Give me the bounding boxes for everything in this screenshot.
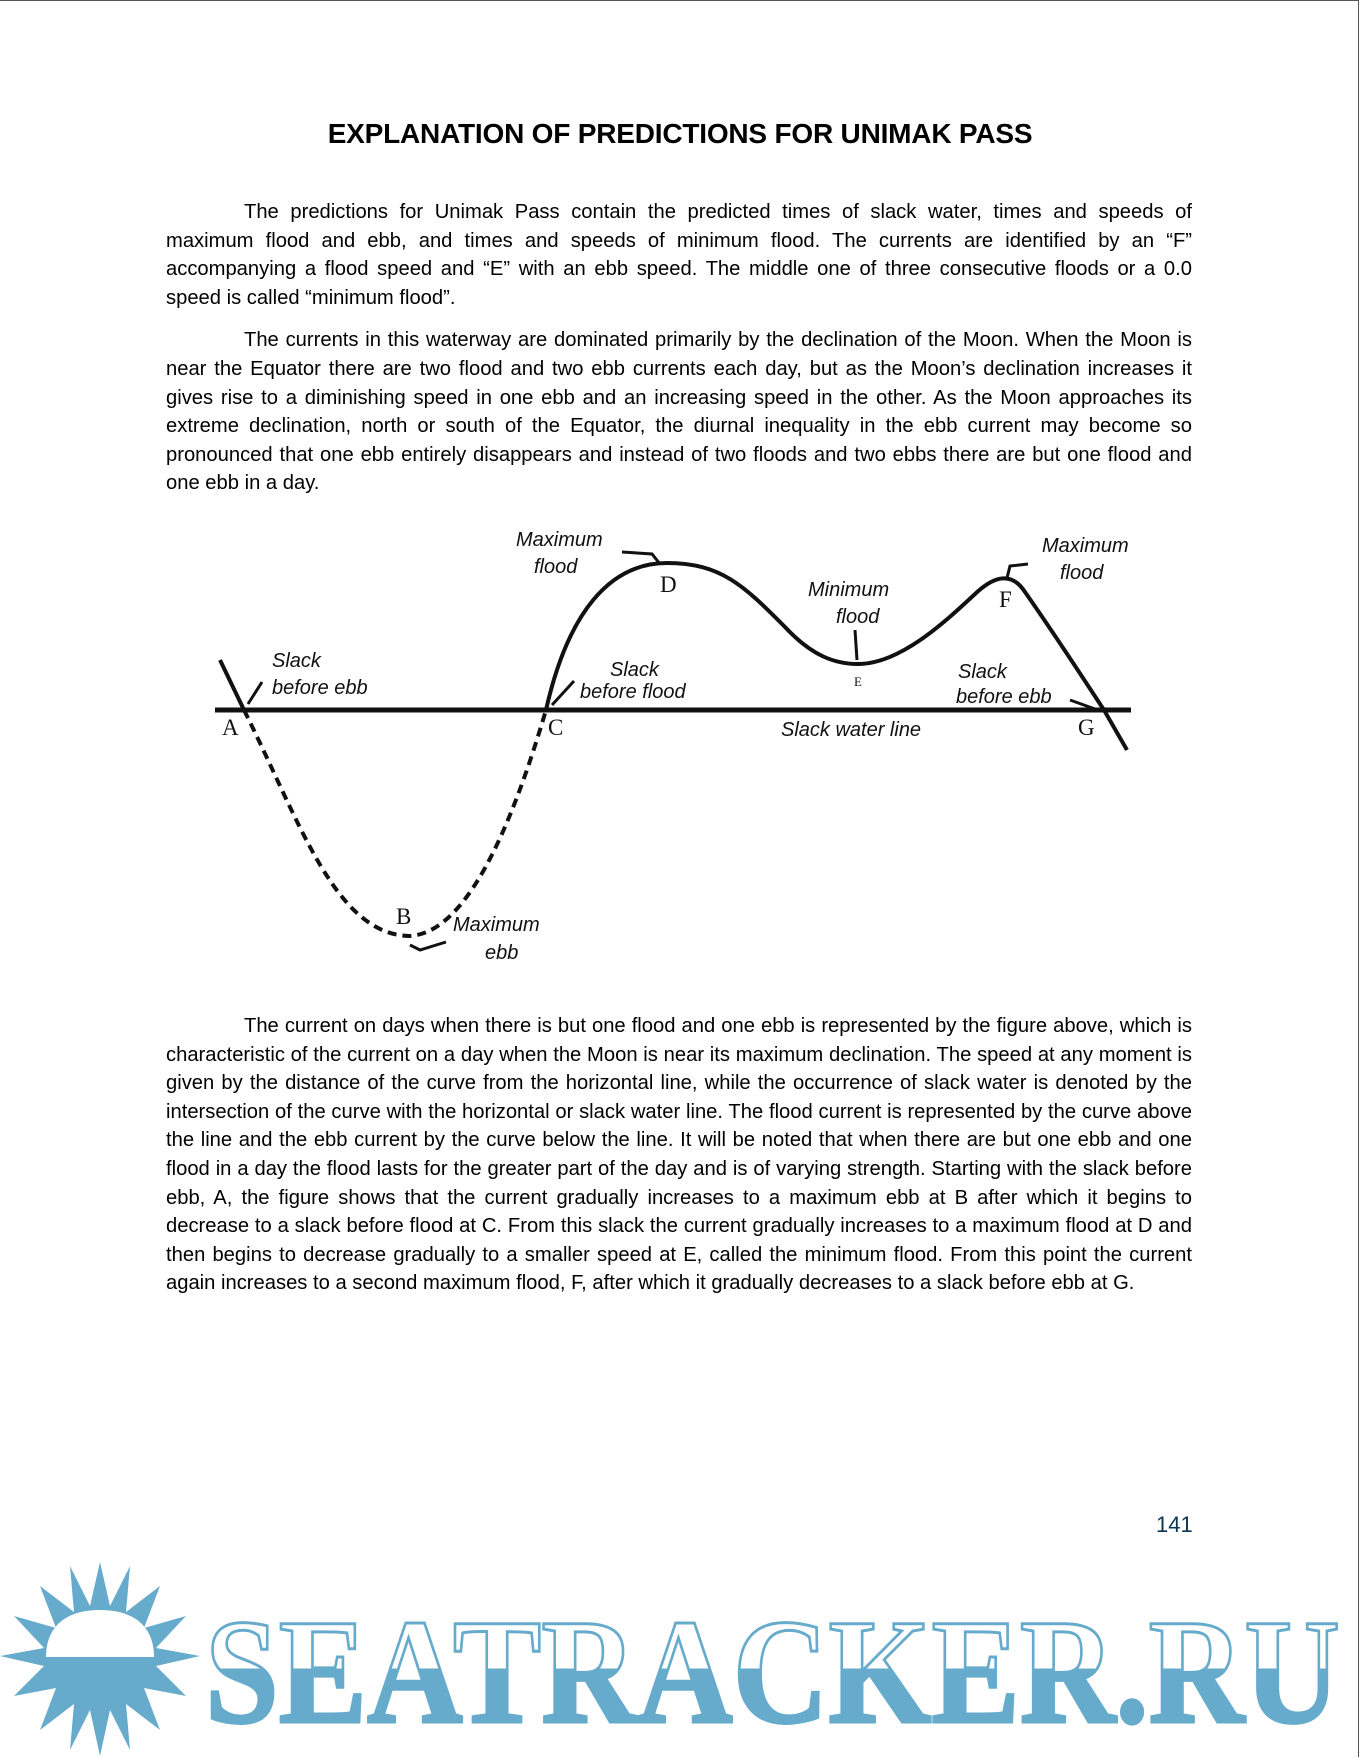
seatracker-watermark bbox=[0, 1550, 1360, 1758]
slack-before-ebb-a-label: before ebb bbox=[272, 676, 368, 699]
slack-water-line-label: Slack water line bbox=[781, 718, 922, 741]
max-flood-f-label: flood bbox=[1060, 561, 1104, 584]
max-flood-d-label: Maximum bbox=[516, 528, 603, 551]
paragraph-figure-explanation: The current on days when there is but one flood and one ebb is represented by the figure above, which is characteristic of the current on a day when the Moon is near its maximum declination. The speed at any moment is given by the distance of the curve from the horizontal line, while the occurrence of slack water is denoted by the intersection of the curve with the horizontal or slack water line. The flood current is represented by the curve above the line and the ebb current by the curve below the line. It will be noted that when there are but one ebb and one flood in a day the flood lasts for the greater part of the day and is of varying strength. Starting with the slack before ebb, A, the figure shows that the current gradually increases to a maximum ebb at B after which it begins to decrease to a slack before flood at C. From this slack the current gradually increases to a maximum flood at D and then begins to decrease gradually to a smaller speed at E, called the minimum flood. From this point the current again increases to a second maximum flood, F, after which it gradually decreases to a slack before ebb at G. bbox=[166, 1014, 1192, 1295]
point-g-label: G bbox=[1078, 714, 1095, 740]
min-flood-label: Minimum bbox=[808, 578, 890, 601]
ebb-curve bbox=[244, 710, 546, 936]
point-c-label: C bbox=[548, 714, 564, 740]
current-curve-diagram bbox=[0, 512, 1360, 982]
paragraph-declination: The currents in this waterway are dominated primarily by the declination of the Moon. When the Moon is near the Equator there are two flood and two ebb currents each day, but as the Moon’s declination increases it gives rise to a diminishing speed in one ebb and an increasing speed in the other. As the Moon approaches its extreme declination, north or south of the Equator, the diurnal inequality in the ebb current may become so pronounced that one ebb entirely disappears and instead of two floods and two ebbs there are but one flood and one ebb in a day. bbox=[166, 329, 1192, 495]
point-a-label: A bbox=[222, 714, 239, 740]
slack-before-ebb-g-label: before ebb bbox=[956, 685, 1052, 708]
leader-lines bbox=[248, 552, 1095, 950]
slack-before-flood-label: Slack bbox=[610, 658, 659, 681]
point-b-label: B bbox=[396, 903, 412, 929]
min-flood-label: flood bbox=[836, 605, 880, 628]
sun-logo-icon bbox=[0, 1562, 200, 1756]
max-ebb-label: ebb bbox=[485, 941, 519, 964]
page-number: 141 bbox=[1156, 1512, 1193, 1537]
slack-before-ebb-g-label: Slack bbox=[958, 660, 1007, 683]
point-f-label: F bbox=[999, 586, 1012, 612]
slack-before-ebb-a-label: Slack bbox=[272, 649, 321, 672]
max-flood-d-label: flood bbox=[534, 555, 578, 578]
max-ebb-label: Maximum bbox=[453, 913, 540, 936]
paragraph-intro: The predictions for Unimak Pass contain the predicted times of slack water, times and speeds of maximum flood and ebb, and times and speeds of minimum flood. The currents are identified by an “F” accompanying a flood speed and “E” with an ebb speed. The middle one of three consecutive floods or a 0.0 speed is called “minimum flood”. bbox=[166, 201, 1192, 309]
max-flood-f-label: Maximum bbox=[1042, 534, 1129, 557]
point-e-label: E bbox=[854, 673, 862, 689]
page-title: EXPLANATION OF PREDICTIONS FOR UNIMAK PASS bbox=[327, 118, 1033, 149]
watermark-text: SEATRACKER.RU bbox=[205, 1589, 1340, 1755]
slack-before-flood-label: before flood bbox=[580, 680, 686, 703]
point-d-label: D bbox=[660, 571, 677, 597]
page-body bbox=[0, 198, 1360, 1312]
